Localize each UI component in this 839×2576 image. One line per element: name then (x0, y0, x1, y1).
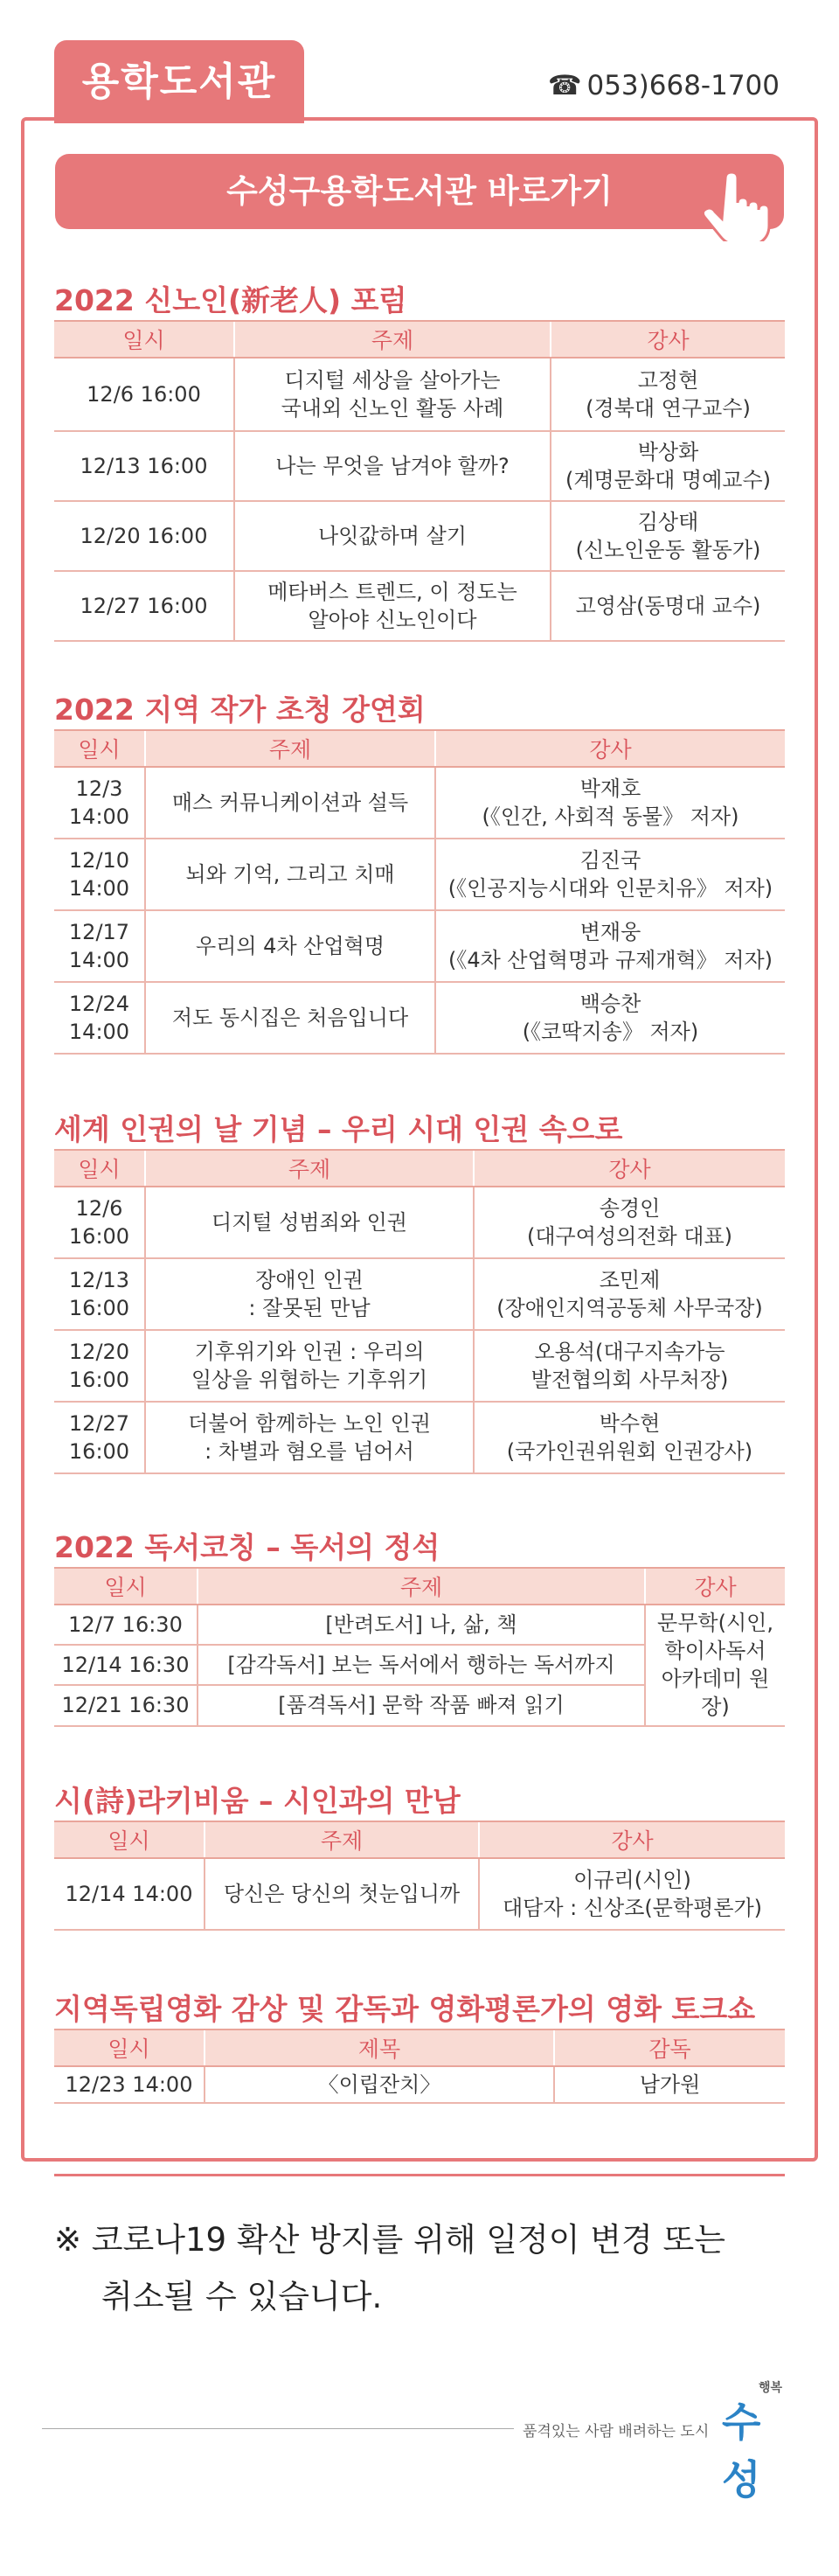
suseong-logo (722, 2378, 788, 2503)
table-header (54, 1568, 785, 1605)
section-title-forum: 2022 신노인(新老人) 포럼 (54, 283, 407, 317)
library-name-tab: 용학도서관 (54, 40, 304, 123)
cell-topic: 뇌와 기억, 그리고 치매 (145, 839, 435, 910)
cell-date: 12/20 16:00 (54, 501, 234, 571)
table-header (54, 2029, 785, 2066)
section-title-reading-coaching: 2022 독서코칭 – 독서의 정석 (54, 1530, 440, 1564)
cell-date: 12/23 14:00 (54, 2066, 205, 2103)
cell-topic: [반려도서] 나, 삶, 책 (198, 1605, 645, 1645)
cell-speaker: 박수현 (국가인권위원회 인권강사) (474, 1402, 785, 1473)
cell-date: 12/21 16:30 (54, 1685, 198, 1725)
cell-topic: 메타버스 트렌드, 이 정도는 알아야 신노인이다 (234, 571, 551, 641)
cell-speaker: 김상태 (신노인운동 활동가) (551, 501, 785, 571)
cell-date: 12/13 16:00 (54, 1258, 145, 1330)
table-row (54, 358, 785, 431)
header-speaker: 강사 (435, 730, 785, 767)
notice-line-2: 취소될 수 있습니다. (101, 2277, 383, 2315)
header-title: 제목 (205, 2029, 554, 2066)
section-title-film-talk: 지역독립영화 감상 및 감독과 영화평론가의 영화 토크쇼 (54, 1992, 756, 2026)
table-row (54, 1187, 785, 1258)
section-title-author-lecture: 2022 지역 작가 초청 강연회 (54, 693, 426, 727)
cell-date: 12/20 16:00 (54, 1330, 145, 1402)
table-row (54, 839, 785, 910)
table-header (54, 1150, 785, 1187)
section-title-poetry: 시(詩)라키비움 – 시인과의 만남 (54, 1784, 461, 1818)
header-date: 일시 (54, 1821, 205, 1858)
cell-date: 12/13 16:00 (54, 431, 234, 501)
table-row (54, 1258, 785, 1330)
header-speaker: 강사 (474, 1150, 785, 1187)
reading-coaching-table (54, 1567, 785, 1727)
cell-speaker: 이규리(시인) 대담자 : 신상조(문학평론가) (479, 1858, 785, 1930)
header-date: 일시 (54, 1568, 198, 1605)
cell-speaker: 오용석(대구지속가능 발전협의회 사무처장) (474, 1330, 785, 1402)
cell-speaker: 송경인 (대구여성의전화 대표) (474, 1187, 785, 1258)
notice-line-1: ※ 코로나19 확산 방지를 위해 일정이 변경 또는 (54, 2221, 726, 2259)
table-row (54, 1858, 785, 1930)
pointing-hand-icon (692, 171, 788, 241)
table-row (54, 910, 785, 982)
poetry-table (54, 1821, 785, 1931)
cell-topic: [감각독서] 보는 독서에서 행하는 독서까지 (198, 1645, 645, 1685)
covid-notice (54, 2212, 725, 2326)
table-row (54, 1402, 785, 1473)
cell-date: 12/24 14:00 (54, 982, 145, 1054)
table-row (54, 571, 785, 641)
section-title-human-rights: 세계 인권의 날 기념 – 우리 시대 인권 속으로 (54, 1112, 623, 1146)
table-header (54, 730, 785, 767)
cell-speaker: 고정현 (경북대 연구교수) (551, 358, 785, 431)
cell-date: 12/14 16:30 (54, 1645, 198, 1685)
table-row (54, 431, 785, 501)
header-speaker: 강사 (551, 321, 785, 358)
cell-speaker-shared: 문무학(시인, 학이사독서 아카데미 원장) (645, 1605, 785, 1726)
cell-speaker: 김진국 (《인공지능시대와 인문치유》 저자) (435, 839, 785, 910)
city-slogan: 품격있는 사람 배려하는 도시 (523, 2423, 710, 2440)
header-speaker: 강사 (479, 1821, 785, 1858)
cell-date: 12/3 14:00 (54, 767, 145, 839)
cell-topic: 매스 커뮤니케이션과 설득 (145, 767, 435, 839)
divider (54, 2174, 785, 2176)
cell-date: 12/6 16:00 (54, 358, 234, 431)
cell-speaker: 변재웅 (《4차 산업혁명과 규제개혁》 저자) (435, 910, 785, 982)
header-topic: 주제 (145, 730, 435, 767)
cell-speaker: 박재호 (《인간, 사회적 동물》 저자) (435, 767, 785, 839)
table-row (54, 2066, 785, 2103)
table-row (54, 1330, 785, 1402)
table-row (54, 1605, 785, 1645)
cell-date: 12/7 16:30 (54, 1605, 198, 1645)
human-rights-table (54, 1149, 785, 1474)
cell-topic: 기후위기와 인권 : 우리의 일상을 위협하는 기후위기 (145, 1330, 474, 1402)
cell-title: 〈이립잔치〉 (205, 2066, 554, 2103)
cell-topic: 디지털 세상을 살아가는 국내외 신노인 활동 사례 (234, 358, 551, 431)
film-talk-table (54, 2029, 785, 2104)
header-date: 일시 (54, 2029, 205, 2066)
cell-topic: 디지털 성범죄와 인권 (145, 1187, 474, 1258)
header-date: 일시 (54, 321, 234, 358)
cell-date: 12/14 14:00 (54, 1858, 205, 1930)
cell-topic: 나잇값하며 살기 (234, 501, 551, 571)
table-header (54, 321, 785, 358)
table-row (54, 982, 785, 1054)
table-row (54, 501, 785, 571)
cell-director: 남가원 (554, 2066, 785, 2103)
header-date: 일시 (54, 1150, 145, 1187)
cell-date: 12/17 14:00 (54, 910, 145, 982)
author-lecture-table (54, 729, 785, 1055)
cell-topic: 당신은 당신의 첫눈입니까 (205, 1858, 479, 1930)
header-topic: 주제 (205, 1821, 479, 1858)
footer-divider (42, 2428, 514, 2429)
library-shortcut-button[interactable]: 수성구용학도서관 바로가기 (55, 154, 784, 229)
cell-topic: 더불어 함께하는 노인 인권 : 차별과 혐오를 넘어서 (145, 1402, 474, 1473)
phone-icon: ☎ (547, 70, 582, 101)
cell-date: 12/10 14:00 (54, 839, 145, 910)
cell-date: 12/6 16:00 (54, 1187, 145, 1258)
cell-topic: [품격독서] 문학 작품 빠져 읽기 (198, 1685, 645, 1725)
header-topic: 주제 (198, 1568, 645, 1605)
header-date: 일시 (54, 730, 145, 767)
header-topic: 주제 (234, 321, 551, 358)
phone-number: 053)668-1700 (586, 70, 780, 101)
cell-speaker: 조민제 (장애인지역공동체 사무국장) (474, 1258, 785, 1330)
cell-date: 12/27 16:00 (54, 1402, 145, 1473)
cell-speaker: 박상화 (계명문화대 명예교수) (551, 431, 785, 501)
header-speaker: 강사 (645, 1568, 785, 1605)
forum-table (54, 320, 785, 642)
logo-small-text: 행복 (759, 2381, 783, 2395)
table-header (54, 1821, 785, 1858)
header-topic: 주제 (145, 1150, 474, 1187)
cell-speaker: 백승찬 (《코딱지송》 저자) (435, 982, 785, 1054)
header-director: 감독 (554, 2029, 785, 2066)
cell-topic: 장애인 인권 : 잘못된 만남 (145, 1258, 474, 1330)
cell-topic: 저도 동시집은 처음입니다 (145, 982, 435, 1054)
cell-topic: 우리의 4차 산업혁명 (145, 910, 435, 982)
phone-info (548, 70, 785, 101)
cell-date: 12/27 16:00 (54, 571, 234, 641)
cell-topic: 나는 무엇을 남겨야 할까? (234, 431, 551, 501)
table-row (54, 767, 785, 839)
cell-speaker: 고영삼(동명대 교수) (551, 571, 785, 641)
logo-big-text: 수성 (722, 2398, 761, 2503)
